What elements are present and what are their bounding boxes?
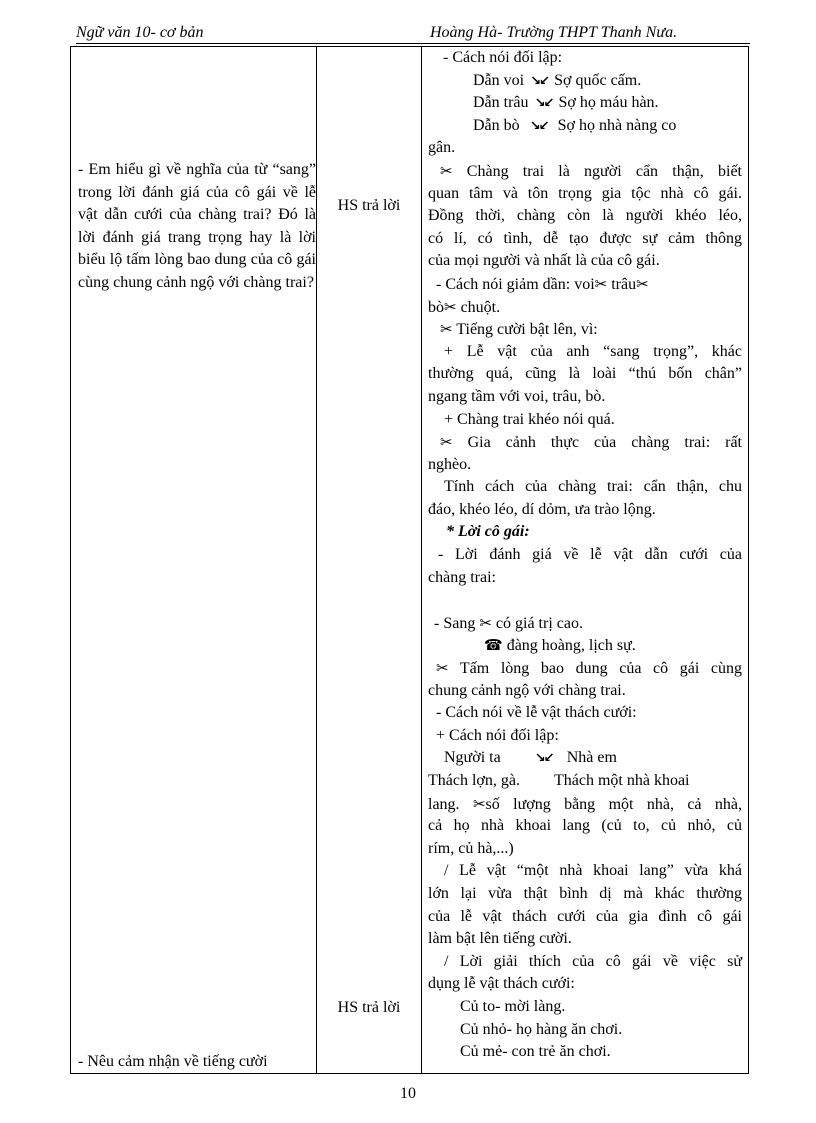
lesson-table [70, 46, 749, 1074]
content-text: chuột. [460, 298, 501, 316]
content-line [428, 770, 742, 793]
content-text: trâu [611, 275, 637, 293]
content-line [428, 657, 742, 680]
scissors-icon: ✂ [479, 613, 492, 632]
content-text: Sợ họ nhà nàng co [557, 116, 677, 134]
content-line [428, 70, 742, 93]
page-number: 10 [400, 1085, 416, 1102]
content-line: nghèo. [428, 455, 472, 473]
question-2: - Nêu cảm nhận về tiếng cười [78, 1053, 268, 1070]
scissors-icon: ✂ [444, 297, 457, 316]
compare-icon: ↘↙ [530, 73, 548, 89]
content-line: lớn lại vừa thật bình dị mà khác thường [428, 884, 742, 902]
compare-icon: ↘↙ [534, 96, 553, 112]
compare-icon: ↘↙ [534, 751, 553, 767]
scissors-icon: ✂ [594, 274, 608, 293]
content-text: Nhà em [566, 749, 617, 767]
content-line: + Lễ vật của anh “sang trọng”, khác [444, 342, 742, 360]
content-line: chung cảnh ngộ với chàng trai. [428, 681, 626, 699]
content-line: của lễ vật thách cưới của gia đình cô gái [428, 907, 742, 925]
scissors-icon: ✂ [636, 274, 649, 293]
content-text: Gia cảnh thực của chàng trai: rất [467, 434, 742, 452]
scissors-icon: ✂ [440, 320, 453, 339]
compare-icon: ↘↙ [529, 118, 548, 134]
content-line: Củ mẻ- con trẻ ăn chơi. [460, 1043, 611, 1061]
content-line: cả họ nhà khoai lang (củ to, củ nhỏ, củ [428, 817, 742, 835]
content-line: rím, củ hà,...) [428, 839, 514, 857]
content-line: chàng trai: [428, 568, 496, 586]
content-text: Dẫn bò [473, 116, 520, 134]
content-line [428, 273, 742, 296]
header-subject: Ngữ văn 10- cơ bản [76, 24, 204, 41]
content-text: Dẫn trâu [473, 94, 529, 112]
content-line: + Cách nói đối lập: [436, 726, 559, 744]
content-line: ngang tầm với voi, trâu, bò. [428, 387, 606, 405]
content-text: Sợ họ máu hàn. [558, 94, 659, 112]
content-line: - Cách nói về lễ vật thách cưới: [436, 704, 637, 722]
content-text: Sợ quốc cấm. [554, 71, 642, 89]
phone-icon: ☎ [484, 636, 503, 655]
content-text: Thách lợn, gà. [428, 772, 520, 789]
scissors-icon: ✂ [436, 659, 449, 678]
content-column [428, 47, 742, 1064]
response-1: HS trả lời [337, 197, 401, 214]
content-line: dụng lễ vật thách cưới: [428, 975, 575, 993]
question-1: - Em hiểu gì về nghĩa của từ “sang” trong lời đánh giá của cô gái về lễ vật dẫn cưới của chàng trai? Đó là lời đánh giá trang trọng hay là lời biểu lộ tấm lòng bao dung của cô gái cùng chung cảnh ngộ với chàng trai? [78, 161, 316, 291]
content-line: làm bật lên tiếng cười. [428, 930, 572, 948]
column-divider-2 [421, 47, 422, 1073]
content-line: thường quá, cũng là loài “thú bốn chân” [428, 365, 742, 383]
column-divider-1 [316, 47, 317, 1073]
content-text: Chàng trai là người cẩn thận, biết [466, 162, 743, 180]
content-line: Tính cách của chàng trai: cẩn thận, chu [444, 478, 742, 496]
content-text: Tiếng cười bật lên, vì: [456, 321, 598, 339]
content-line: Củ to- mời làng. [460, 997, 566, 1015]
content-line: có lí, có tình, dễ tạo được sự cảm thông [428, 229, 742, 247]
content-line [428, 793, 742, 816]
scissors-icon: ✂ [440, 161, 453, 180]
content-line [428, 296, 742, 319]
content-line [428, 318, 742, 341]
content-line-heading: * Lời cô gái: [446, 523, 530, 541]
content-line-blank [428, 589, 742, 612]
content-text: bò [428, 298, 444, 316]
content-line: Đồng thời, chàng còn là người khéo léo, [428, 207, 742, 225]
content-line [428, 92, 742, 115]
content-line: đáo, khéo léo, dí dỏm, ưa trào lộng. [428, 500, 656, 518]
content-line: quan tâm và tôn trọng gia tộc nhà cô gái. [428, 184, 742, 202]
content-text: - Sang [434, 614, 476, 632]
content-line [428, 747, 742, 770]
content-text: Người ta [444, 749, 501, 767]
scissors-icon: ✂ [440, 433, 453, 452]
content-text: số lượng bằng một nhà, cả nhà, [485, 795, 743, 813]
scissors-icon: ✂ [472, 794, 486, 813]
content-line [428, 634, 742, 657]
content-line: gân. [428, 139, 456, 157]
response-2: HS trả lời [337, 999, 401, 1016]
content-line: + Chàng trai khéo nói quá. [444, 410, 615, 428]
content-text: Dẫn voi [473, 71, 525, 89]
content-text: - Cách nói giảm dần: voi [436, 275, 595, 293]
content-line [428, 115, 742, 138]
content-text: lang. [428, 795, 460, 813]
content-line: Củ nhỏ- họ hàng ăn chơi. [460, 1020, 623, 1038]
header-rule [76, 43, 750, 44]
content-text: Thách một nhà khoai [553, 772, 690, 789]
content-line: / Lời giải thích của cô gái về việc sử [444, 952, 742, 970]
content-line [428, 431, 742, 454]
content-line: của mọi người và nhất là của cô gái. [428, 252, 660, 270]
header-author: Hoàng Hà- Trường THPT Thanh Nưa. [430, 24, 678, 41]
content-line [428, 612, 742, 635]
content-text: Tấm lòng bao dung của cô gái cùng [459, 660, 742, 678]
content-text: có giá trị cao. [495, 614, 583, 632]
content-line: / Lễ vật “một nhà khoai lang” vừa khá [444, 862, 742, 880]
content-text: đàng hoàng, lịch sự. [506, 637, 636, 655]
content-line [428, 160, 742, 183]
content-line: - Lời đánh giá về lễ vật dẫn cưới của [438, 546, 742, 564]
content-line: - Cách nói đối lập: [443, 49, 563, 66]
